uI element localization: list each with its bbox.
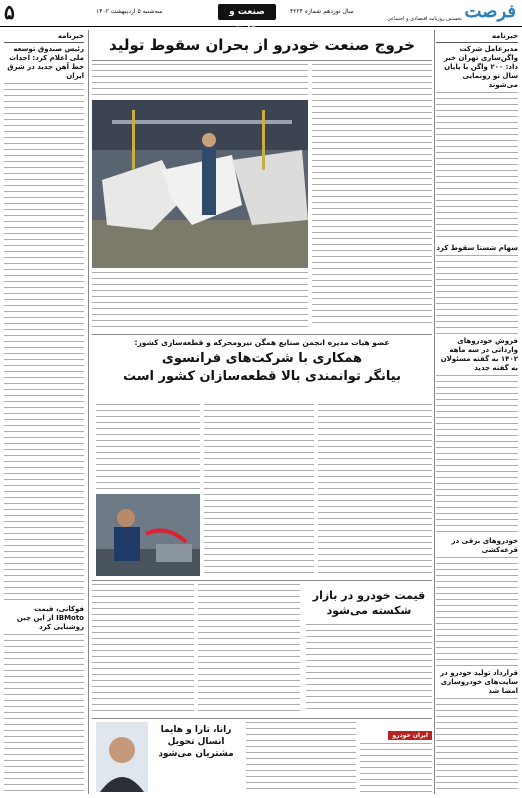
right-text-block-2: [436, 255, 518, 335]
lower-text: [198, 584, 300, 714]
feature-text: [318, 404, 432, 576]
right-news-column: [436, 30, 518, 794]
bottom-text-col: [246, 722, 356, 794]
left-text-block-2: [4, 634, 84, 794]
bottom-ad-column: [360, 722, 432, 794]
lower-text: [92, 584, 194, 714]
right-headline-4: خودروهای برقی در قرعه‌کشی: [451, 537, 518, 554]
masthead-bar: [0, 0, 522, 33]
left-headline-2: فوکانی، قیمت IBMoto از این چین روشنایی کرد: [16, 605, 84, 631]
side-story-text: [306, 624, 432, 714]
section-divider: [92, 334, 432, 335]
bottom-ad-lines: [360, 743, 432, 794]
right-text-block-5: [436, 698, 518, 794]
right-headline-3: فروش خودروهای وارداتی در سه ماهه ۱۴۰۲ به گفته مسئولان به گفته جدید: [440, 337, 518, 372]
main-article-text: [92, 64, 308, 98]
feature-headline-1: همکاری با شرکت‌های فرانسوی: [161, 351, 363, 366]
left-text-block-1: [4, 83, 84, 603]
section-divider: [92, 580, 432, 581]
feature-text: [204, 404, 314, 576]
issue-number: سال نوزدهم شماره ۴۲۲۴: [290, 8, 354, 15]
left-headline-1: رئیس صندوق توسعه ملی اعلام کرد: احداث خط آهن جدید در شرق ایران: [7, 45, 84, 80]
feature-kicker: عضو هیات مدیره انجمن صنایع همگن نیرومحرکه و قطعه‌سازی کشور:: [134, 338, 390, 347]
main-article-under-photo: [92, 272, 308, 330]
right-headline-5: قرارداد تولید خودرو در سایت‌های خودروسازی امضا شد: [440, 669, 518, 695]
right-headline-2: سهام شستا سقوط کرد: [436, 244, 518, 252]
feature-headline-2: بیانگر توانمندی بالا قطعه‌سازان کشور است: [122, 369, 401, 384]
bottom-headline: رانا، تارا و هایما انسال تحویل مشتریان می‌شود: [158, 725, 234, 759]
right-headline-1: مدیرعامل شرکت واگن‌سازی تهران خبر داد: ۲۰۰ واگن با پایان سال نو رونمایی می‌شوند: [443, 45, 518, 89]
right-column-heading: خبرنامه: [436, 30, 518, 43]
factory-illustration: [92, 100, 308, 268]
feature-text: [96, 404, 200, 490]
main-article-col-1: [312, 64, 432, 326]
side-story-lines: [306, 624, 432, 714]
issue-date: سه‌شنبه ۵ اردیبهشت ۱۴۰۲: [96, 8, 163, 15]
newspaper-logo: فرصت: [464, 1, 516, 22]
column-rule: [434, 30, 435, 794]
portrait-photo: [96, 722, 148, 792]
worker-illustration: [96, 494, 200, 576]
main-article-top: [92, 64, 308, 98]
lower-text-col-2: [198, 584, 300, 714]
newspaper-tagline: نخستین روزنامه اقتصادی و اجتماعی: [386, 16, 462, 22]
feature-text-col-3: [318, 404, 432, 576]
feature-text-col-1: [96, 404, 200, 490]
main-headline: خروج صنعت خودرو از بحران سقوط تولید: [109, 36, 415, 54]
main-article-text: [312, 64, 432, 326]
bottom-text: [246, 722, 356, 794]
right-text-block-3: [436, 375, 518, 535]
right-text-block-4: [436, 557, 518, 667]
section-label: صنعت و تجارت: [218, 4, 276, 20]
portrait-illustration: [96, 722, 148, 792]
page-number: ۵: [4, 2, 15, 24]
worker-photo: [96, 494, 200, 576]
section-divider: [92, 718, 432, 719]
feature-text-col-2: [204, 404, 314, 576]
left-column-heading: خبرنامه: [4, 30, 84, 43]
headline-rule: [92, 60, 432, 61]
column-rule: [88, 30, 89, 794]
factory-photo: [92, 100, 308, 268]
lower-text-col-1: [92, 584, 194, 714]
main-article-text: [92, 272, 308, 330]
side-story-headline: قیمت خودرو در بازار شکسته می‌شود: [312, 589, 426, 617]
left-news-column: [4, 30, 84, 794]
right-text-block-1: [436, 92, 518, 242]
bottom-tag: ایران خودرو: [388, 731, 432, 740]
